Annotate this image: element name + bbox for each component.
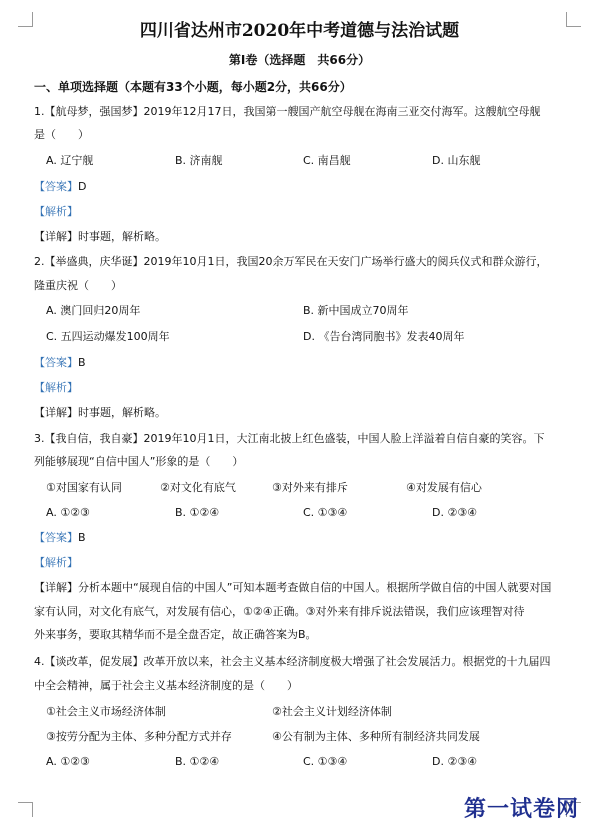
q1-analysis-label: 【解析】 (34, 205, 78, 218)
question-3-text: 列能够展现“自信中国人”形象的是（ ） (34, 455, 244, 468)
q1-option-d: D. 山东舰 (432, 154, 481, 167)
page-title: 四川省达州市2020年中考道德与法治试题 (139, 21, 460, 41)
q1-option-c: C. 南昌舰 (303, 154, 351, 167)
q4-item-1: ①社会主义市场经济体制 (46, 705, 166, 718)
q4-item-4: ④公有制为主体、多种所有制经济共同发展 (272, 730, 480, 743)
answer-value: B (78, 356, 86, 369)
q1-answer (34, 180, 86, 194)
q2-detail: 【详解】时事题，解析略。 (34, 406, 166, 419)
question-4-text: 中全会精神，属于社会主义基本经济制度的是（ ） (34, 679, 298, 692)
answer-label: 【答案】 (34, 356, 78, 369)
q2-option-a: A. 澳门回归20周年 (46, 304, 141, 317)
q3-item-4: ④对发展有信心 (406, 481, 482, 494)
q1-option-b: B. 济南舰 (175, 154, 223, 167)
q3-option-d: D. ②③④ (432, 506, 478, 519)
q3-option-b: B. ①②④ (175, 506, 220, 519)
q3-detail: 【详解】分析本题中“展现自信的中国人”可知本题考查做自信的中国人。根据所学做自信的中国人就要对国 (34, 581, 552, 594)
question-2-text: 2.【举盛典，庆华诞】2019年10月1日，我国20余万军民在天安门广场举行盛大的阅兵仪式和群众游行， (34, 255, 548, 268)
q3-item-2: ②对文化有底气 (160, 481, 236, 494)
q4-option-b: B. ①②④ (175, 755, 220, 768)
q4-option-c: C. ①③④ (303, 755, 348, 768)
q3-detail: 外来事务，要取其精华而不是全盘否定，故正确答案为B。 (34, 628, 317, 641)
question-1-text: 是（ ） (34, 128, 89, 141)
q3-option-c: C. ①③④ (303, 506, 348, 519)
answer-label: 【答案】 (34, 180, 78, 193)
question-1-text: 1.【航母梦，强国梦】2019年12月17日，我国第一艘国产航空母舰在海南三亚交付海军。这艘航空母舰 (34, 105, 541, 118)
q3-detail: 家有认同，对文化有底气，对发展有信心，①②④正确。③对外来有排斥说法错误，我们应该理智对待 (34, 605, 525, 618)
q1-option-a: A. 辽宁舰 (46, 154, 94, 167)
q4-option-d: D. ②③④ (432, 755, 478, 768)
question-3-text: 3.【我自信，我自豪】2019年10月1日，大江南北披上红色盛装，中国人脸上洋溢着自信自豪的笑容。下 (34, 432, 545, 445)
corner-mark (18, 802, 33, 817)
answer-value: D (78, 180, 87, 193)
q2-answer (34, 356, 86, 370)
q1-detail: 【详解】时事题，解析略。 (34, 230, 166, 243)
site-watermark: 第一试卷网 (463, 796, 579, 822)
question-4-text: 4.【谈改革，促发展】改革开放以来，社会主义基本经济制度极大增强了社会发展活力。根据党的十九届四 (34, 655, 551, 668)
answer-value: B (78, 531, 86, 544)
q2-option-d: D. 《告台湾同胞书》发表40周年 (303, 330, 465, 343)
q3-answer (34, 531, 86, 545)
q2-option-b: B. 新中国成立70周年 (303, 304, 409, 317)
q3-item-3: ③对外来有排斥 (272, 481, 348, 494)
section-heading: 一、单项选择题（本题有33个小题，每小题2分，共66分） (34, 80, 352, 94)
answer-label: 【答案】 (34, 531, 78, 544)
q4-item-2: ②社会主义计划经济体制 (272, 705, 392, 718)
q3-analysis-label: 【解析】 (34, 556, 78, 569)
part-subtitle: 第I卷（选择题 共66分） (228, 53, 371, 67)
q4-option-a: A. ①②③ (46, 755, 90, 768)
q3-item-1: ①对国家有认同 (46, 481, 122, 494)
q4-item-3: ③按劳分配为主体、多种分配方式并存 (46, 730, 232, 743)
q2-option-c: C. 五四运动爆发100周年 (46, 330, 170, 343)
question-2-text: 隆重庆祝（ ） (34, 279, 122, 292)
q2-analysis-label: 【解析】 (34, 381, 78, 394)
q3-option-a: A. ①②③ (46, 506, 90, 519)
